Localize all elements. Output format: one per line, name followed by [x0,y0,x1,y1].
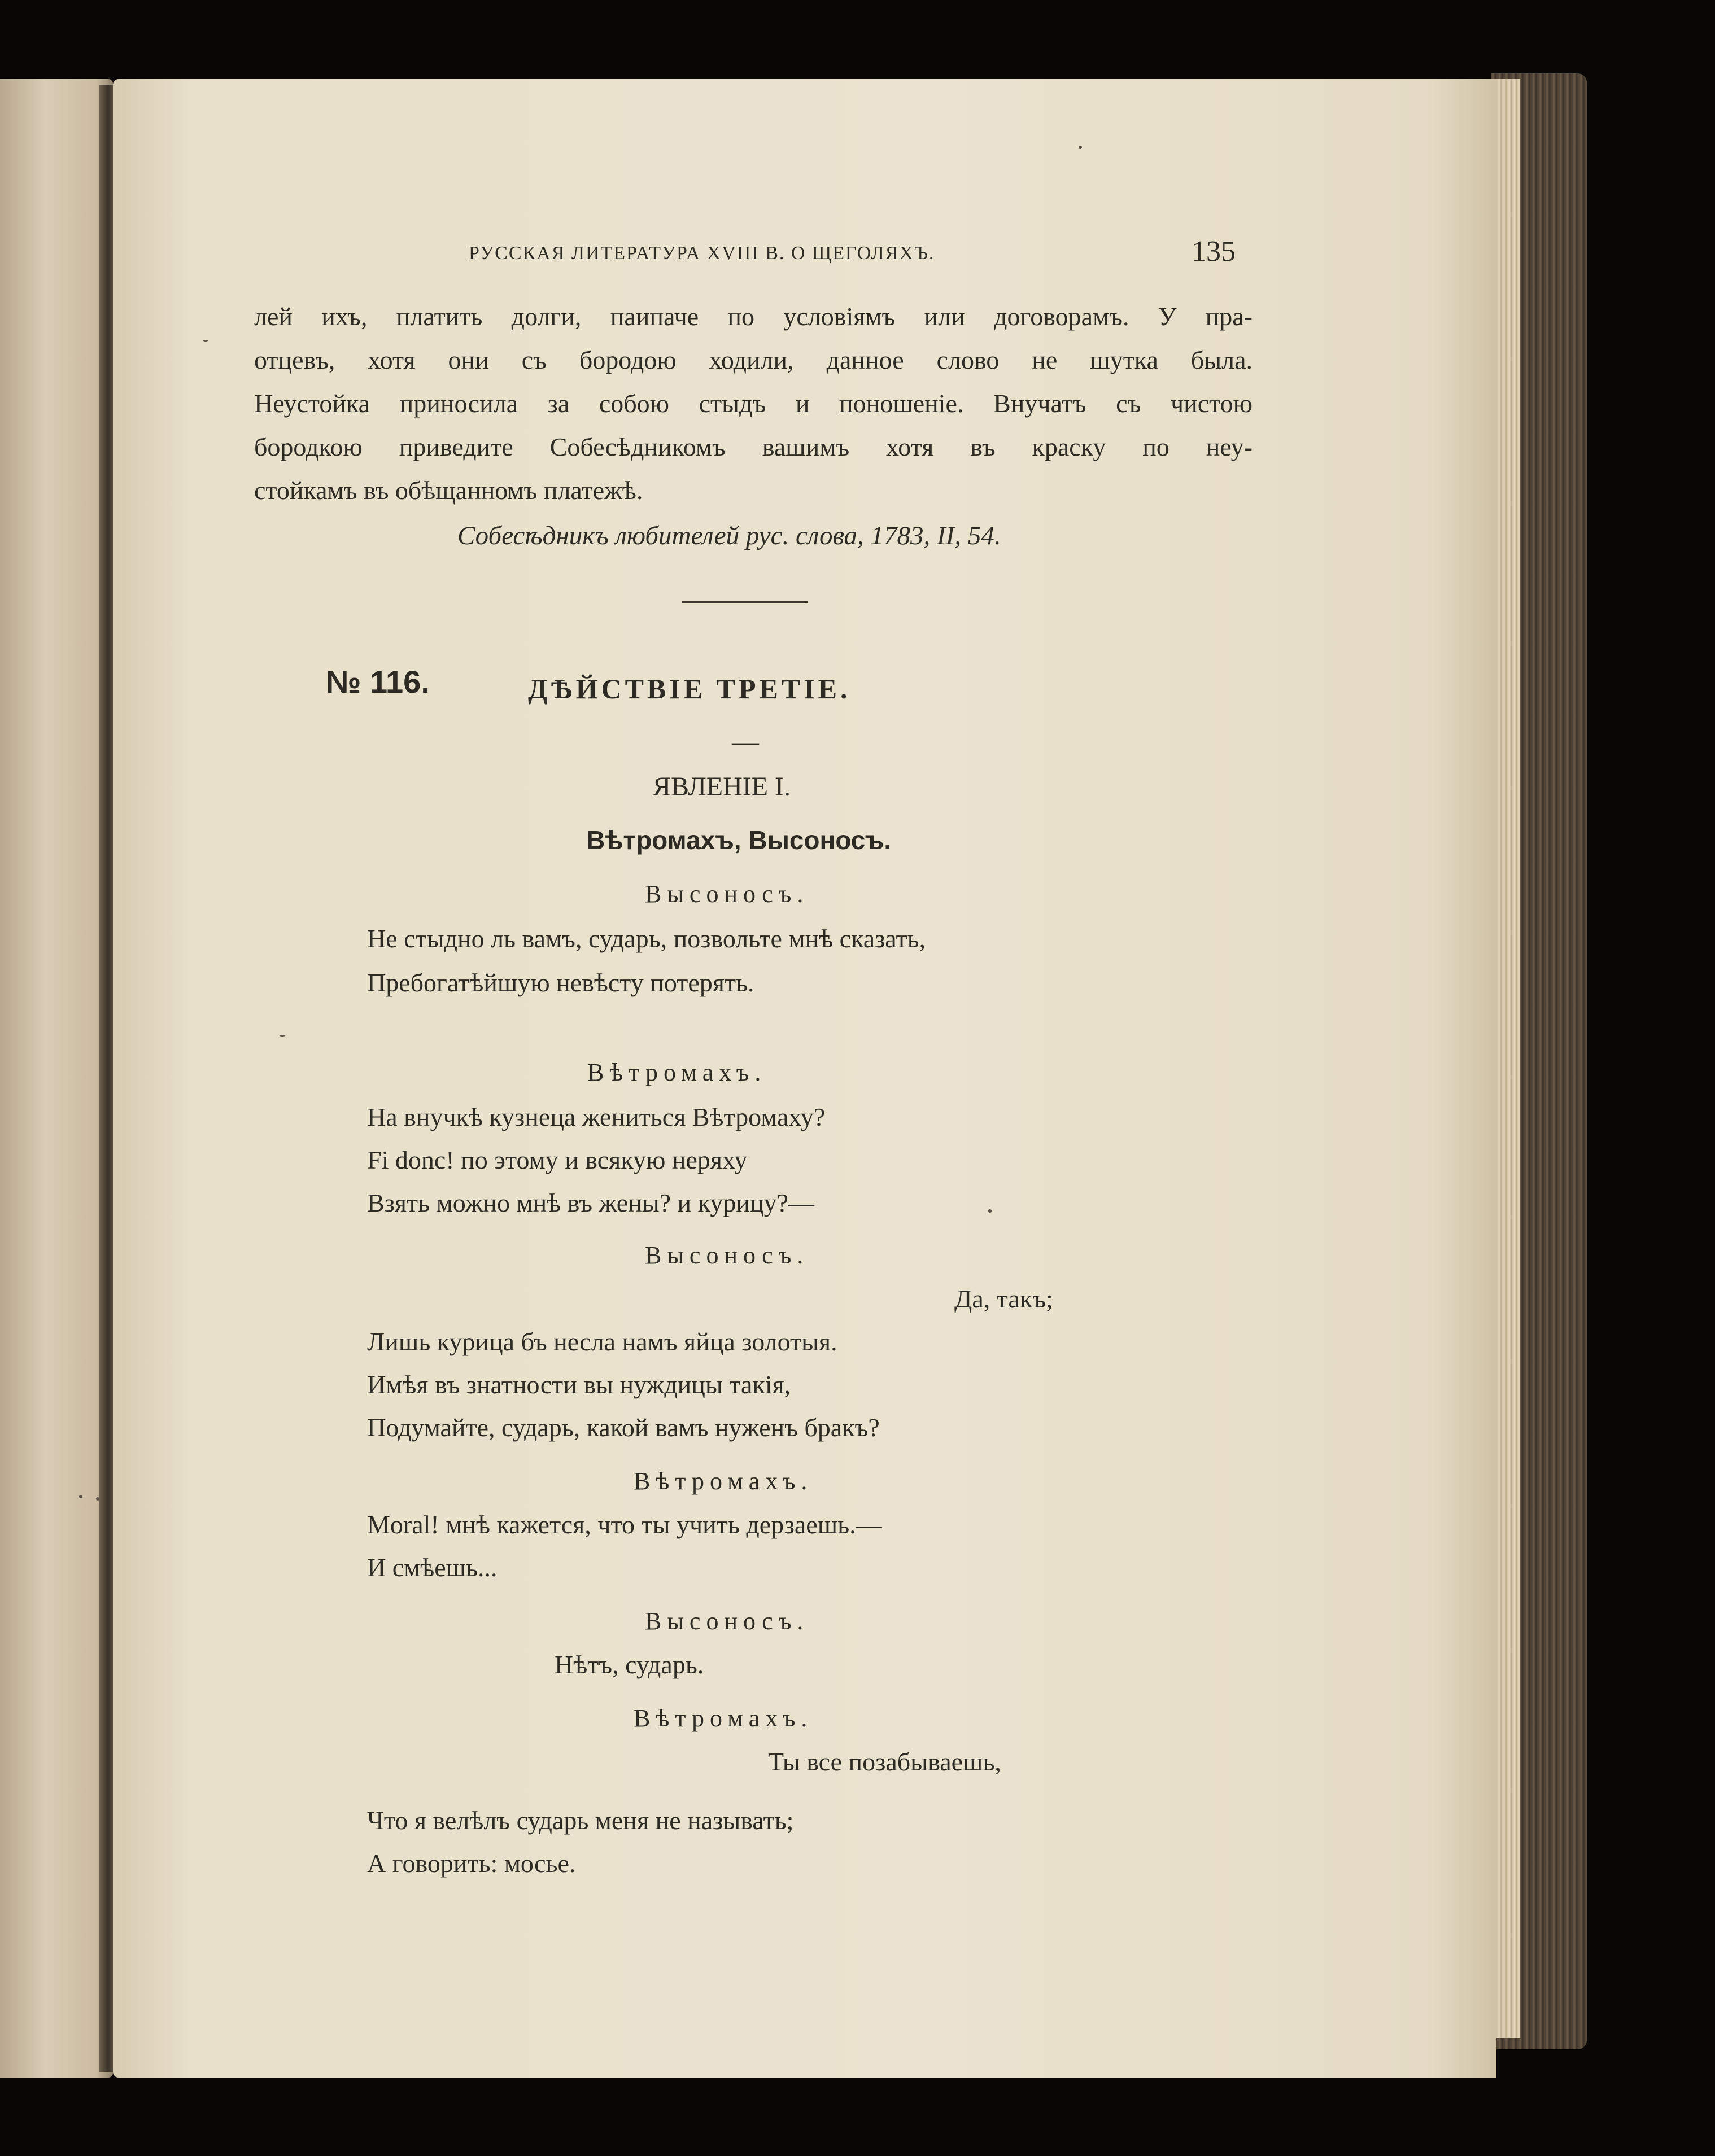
act-title: ДѢЙСТВІЕ ТРЕТІЕ. [528,673,851,705]
prose-line: отцевъ, хотя они съ бородою ходили, данное слово не шутка была. [254,346,1253,374]
verse-line: Нѣтъ, сударь. [555,1650,704,1679]
paper-speck [1079,146,1082,149]
paper-speck [203,340,208,342]
verse-line: Moral! мнѣ кажется, что ты учить дерзаешь.— [367,1510,882,1539]
prose-line: Неустойка приносила за собою стыдъ и поношеніе. Внучатъ съ чистою [254,389,1253,418]
verse-line: Не стыдно ль вамъ, сударь, позвольте мнѣ сказать, [367,924,926,953]
verse-line: Ты все позабываешь, [768,1747,1001,1776]
verse-line: На внучкѣ кузнеца жениться Вѣтромаху? [367,1103,826,1131]
prose-line: стойкамъ въ обѣщанномъ платежѣ. [254,476,643,505]
item-number: № 116. [326,664,430,699]
running-header: РУССКАЯ ЛИТЕРАТУРА XVIII В. О ЩЕГОЛЯХЪ. [469,243,935,264]
section-divider [682,601,808,603]
book-page [113,79,1496,2078]
prose-line: бородкою приведите Собесѣдникомъ вашимъ хотя въ краску по неу- [254,432,1253,461]
speaker-label: Вѣтромахъ. [634,1467,813,1495]
prose-line: лей ихъ, платить долги, паипаче по условіямъ или договорамъ. У пра- [254,302,1253,331]
verse-line: Взять можно мнѣ въ жены? и курицу?— [367,1188,815,1217]
scene-title: ЯВЛЕНІЕ I. [653,772,791,802]
left-page-edge [0,79,113,2078]
verse-line: Что я велѣлъ сударь меня не называть; [367,1806,794,1835]
citation: Собесѣдникъ любителей рус. слова, 1783, II, 54. [457,521,1001,550]
speaker-label: Высоносъ. [645,880,809,908]
speaker-label: Вѣтромахъ. [587,1059,767,1086]
verse-line: Fi donc! по этому и всякую неряху [367,1145,748,1174]
speaker-label: Высоносъ. [645,1607,809,1635]
paper-speck [96,1497,99,1501]
act-dash: — [732,727,759,756]
verse-line: Да, такъ; [954,1284,1053,1313]
paper-speck [79,1495,82,1498]
verse-line: И смѣешь... [367,1553,498,1582]
verse-line: Лишь курица бъ несла намъ яйца золотыя. [367,1327,837,1356]
verse-line: А говорить: мосье. [367,1849,576,1878]
speaker-label: Высоносъ. [645,1241,809,1269]
verse-line: Имѣя въ знатности вы нуждицы такія, [367,1370,791,1399]
page-number: 135 [1192,235,1236,268]
characters-list: Вѣтромахъ, Высоносъ. [586,825,892,855]
speaker-label: Вѣтромахъ. [634,1704,813,1732]
verse-line: Подумайте, сударь, какой вамъ нуженъ бракъ? [367,1413,880,1442]
paper-speck [988,1209,992,1213]
verse-line: Пребогатѣйшую невѣсту потерять. [367,968,754,997]
paper-speck [280,1035,285,1037]
